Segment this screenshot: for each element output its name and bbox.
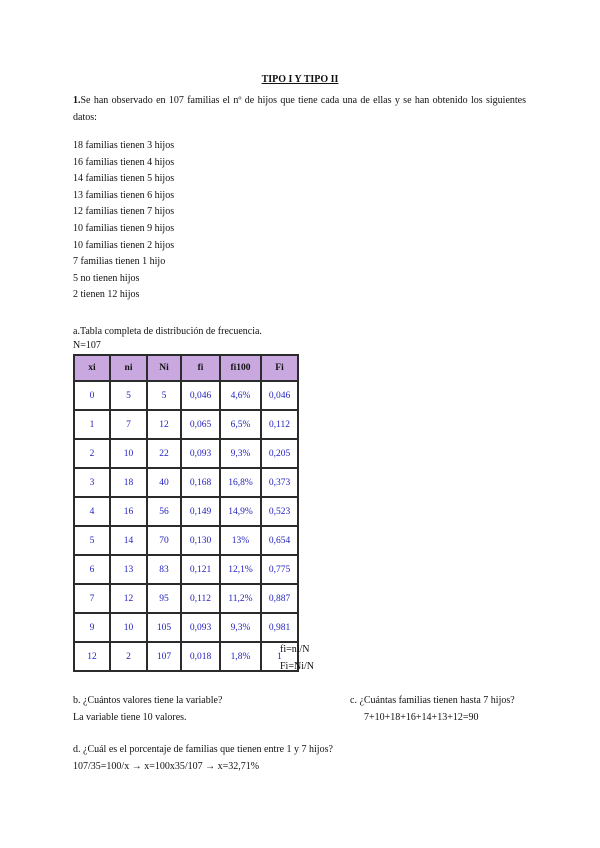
cell-Fi: 0,373 (261, 468, 298, 497)
cell-ni: 13 (110, 555, 147, 584)
cell-Fi: 0,205 (261, 439, 298, 468)
question-c-text: c. ¿Cuántas familias tienen hasta 7 hijos? (350, 695, 515, 706)
question-c-answer: 7+10+18+16+14+13+12=90 (364, 712, 479, 723)
cell-xi: 9 (74, 613, 110, 642)
cell-ni: 10 (110, 613, 147, 642)
cell-xi: 0 (74, 381, 110, 410)
question-d (73, 741, 333, 775)
cell-Ni: 40 (147, 468, 181, 497)
cell-xi: 3 (74, 468, 110, 497)
header-ni: ni (110, 355, 147, 381)
cell-xi: 7 (74, 584, 110, 613)
header-fi: fi (181, 355, 220, 381)
cell-fi100: 16,8% (220, 468, 261, 497)
table-row (74, 468, 298, 497)
cell-fi: 0,149 (181, 497, 220, 526)
cell-ni: 10 (110, 439, 147, 468)
cell-xi: 5 (74, 526, 110, 555)
cell-fi: 0,018 (181, 642, 220, 671)
formula-Fi: Fi=Ni/N (280, 661, 314, 672)
question-b (73, 692, 222, 726)
cell-Ni: 12 (147, 410, 181, 439)
data-line: 10 familias tienen 2 hijos (73, 239, 175, 251)
question-b-text: b. ¿Cuántos valores tiene la variable? (73, 695, 223, 706)
exercise-intro (73, 92, 526, 126)
data-list (73, 138, 174, 304)
cell-fi: 0,130 (181, 526, 220, 555)
cell-fi: 0,093 (181, 613, 220, 642)
cell-fi100: 13% (220, 526, 261, 555)
cell-xi: 6 (74, 555, 110, 584)
table-row (74, 555, 298, 584)
cell-Ni: 22 (147, 439, 181, 468)
cell-Fi: 1 (261, 642, 298, 671)
formula-fi: fi=ni/N (280, 644, 310, 655)
cell-fi: 0,121 (181, 555, 220, 584)
header-Ni: Ni (147, 355, 181, 381)
cell-fi100: 1,8% (220, 642, 261, 671)
cell-fi100: 11,2% (220, 584, 261, 613)
cell-Fi: 0,654 (261, 526, 298, 555)
header-fi100: fi100 (220, 355, 261, 381)
cell-ni: 5 (110, 381, 147, 410)
data-line: 7 familias tienen 1 hijo (73, 256, 166, 268)
page-title: TIPO I Y TIPO II (261, 74, 339, 85)
table-row (74, 613, 298, 642)
table-header-row (74, 355, 298, 381)
exercise-statement: Se han observado en 107 familias el nº de hijos que tiene cada una de ellas y se han obtenido los siguientes datos: (73, 95, 526, 123)
cell-fi: 0,168 (181, 468, 220, 497)
table-row (74, 381, 298, 410)
table-row (74, 497, 298, 526)
cell-fi100: 9,3% (220, 439, 261, 468)
cell-Fi: 0,523 (261, 497, 298, 526)
question-d-answer: 107/35=100/x → x=100x35/107 → x=32,71% (73, 761, 260, 772)
cell-Ni: 83 (147, 555, 181, 584)
data-line: 13 familias tienen 6 hijos (73, 189, 175, 201)
data-line: 16 familias tienen 4 hijos (73, 156, 175, 168)
cell-Ni: 95 (147, 584, 181, 613)
cell-xi: 4 (74, 497, 110, 526)
cell-Ni: 105 (147, 613, 181, 642)
frequency-table (73, 354, 299, 672)
question-a (73, 325, 262, 353)
data-line: 14 familias tienen 5 hijos (73, 173, 175, 185)
data-line: 12 familias tienen 7 hijos (73, 206, 175, 218)
cell-fi: 0,046 (181, 381, 220, 410)
cell-ni: 12 (110, 584, 147, 613)
header-Fi: Fi (261, 355, 298, 381)
data-line: 18 familias tienen 3 hijos (73, 140, 175, 151)
table-row (74, 584, 298, 613)
cell-Fi: 0,981 (261, 613, 298, 642)
cell-ni: 2 (110, 642, 147, 671)
cell-fi100: 12,1% (220, 555, 261, 584)
cell-Ni: 70 (147, 526, 181, 555)
data-line: 5 no tienen hijos (73, 272, 140, 284)
cell-xi: 12 (74, 642, 110, 671)
cell-fi: 0,093 (181, 439, 220, 468)
cell-Fi: 0,112 (261, 410, 298, 439)
table-row (74, 439, 298, 468)
cell-fi100: 6,5% (220, 410, 261, 439)
table-row (74, 526, 298, 555)
cell-fi: 0,112 (181, 584, 220, 613)
formulas (280, 641, 314, 675)
cell-ni: 7 (110, 410, 147, 439)
question-a-label: a.Tabla completa de distribución de frecuencia. (73, 326, 262, 337)
cell-xi: 2 (74, 439, 110, 468)
table-row (74, 410, 298, 439)
cell-fi100: 4,6% (220, 381, 261, 410)
n-total: N=107 (73, 340, 101, 351)
question-b-answer: La variable tiene 10 valores. (73, 712, 187, 723)
cell-Fi: 0,775 (261, 555, 298, 584)
cell-ni: 18 (110, 468, 147, 497)
data-line: 10 familias tienen 9 hijos (73, 222, 175, 234)
cell-Fi: 0,887 (261, 584, 298, 613)
cell-fi100: 14,9% (220, 497, 261, 526)
table-row (74, 642, 298, 671)
cell-Ni: 56 (147, 497, 181, 526)
cell-Fi: 0,046 (261, 381, 298, 410)
exercise-number: 1. (73, 95, 81, 106)
question-c (350, 692, 515, 726)
cell-xi: 1 (74, 410, 110, 439)
cell-Ni: 107 (147, 642, 181, 671)
data-line: 2 tienen 12 hijos (73, 289, 140, 301)
cell-fi100: 9,3% (220, 613, 261, 642)
cell-Ni: 5 (147, 381, 181, 410)
cell-ni: 14 (110, 526, 147, 555)
cell-ni: 16 (110, 497, 147, 526)
header-xi: xi (74, 355, 110, 381)
cell-fi: 0,065 (181, 410, 220, 439)
question-d-text: d. ¿Cuál es el porcentaje de familias que tienen entre 1 y 7 hijos? (73, 744, 333, 755)
